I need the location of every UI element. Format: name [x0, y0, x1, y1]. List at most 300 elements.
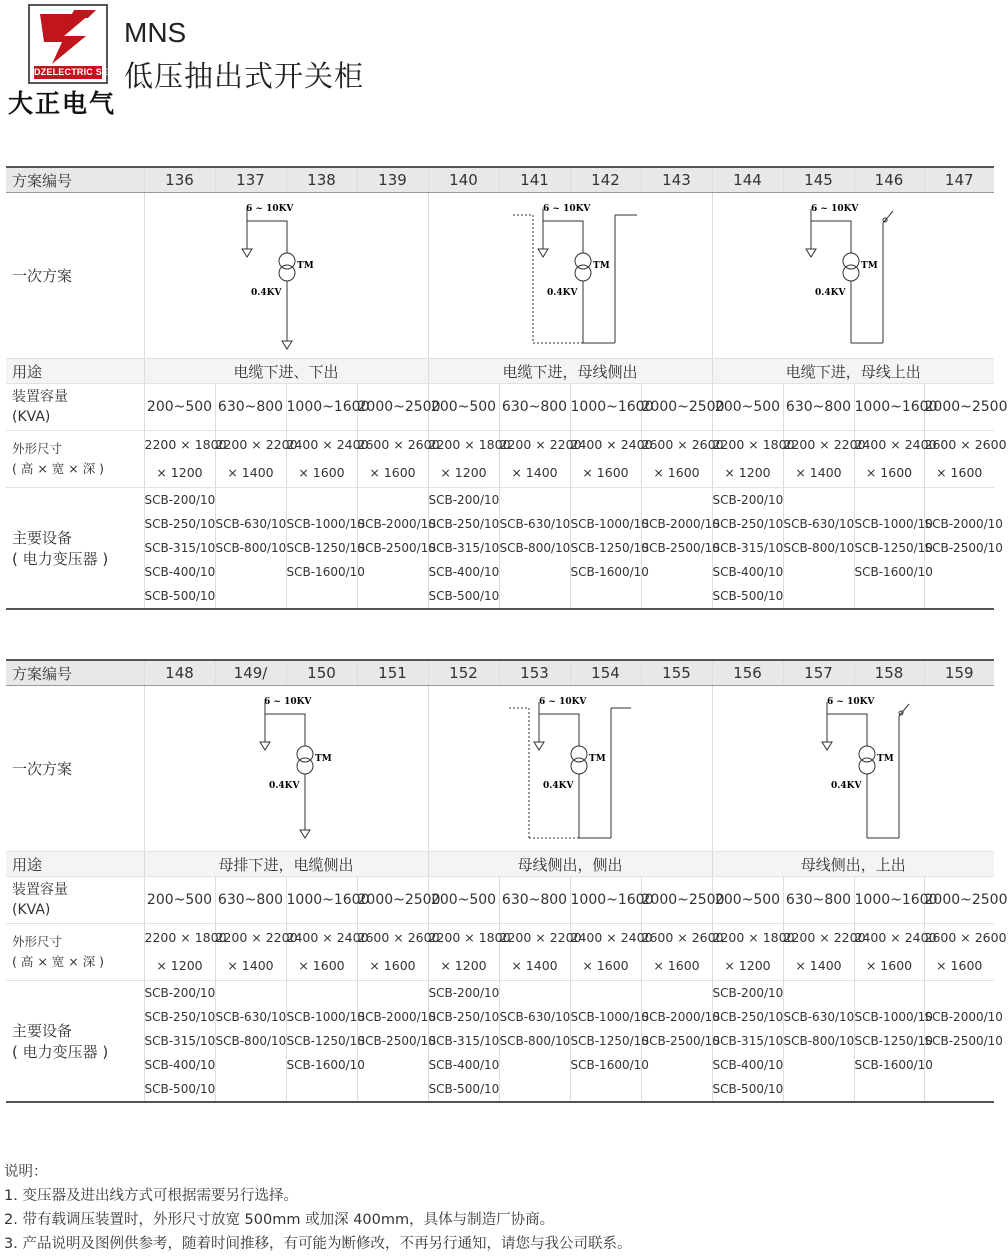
- dimension-depth: × 1400: [227, 465, 274, 480]
- transformer-label: TM: [860, 261, 878, 271]
- dimension-depth: × 1600: [369, 465, 416, 480]
- equipment-item: SCB-315/10: [144, 1034, 216, 1048]
- label-line: ( 电力变压器 ): [12, 550, 109, 568]
- voltage-low-label: 0.4KV: [250, 288, 281, 298]
- equipment-cell: [570, 981, 649, 1103]
- equipment-cell: [215, 488, 286, 610]
- equipment-item: SCB-630/10: [215, 1010, 287, 1024]
- scheme-number: 154: [570, 660, 641, 686]
- equipment-item: SCB-630/10: [499, 517, 571, 531]
- page-title-en: MNS: [124, 17, 187, 48]
- equipment-item: SCB-1250/10: [286, 541, 365, 555]
- equipment-item: SCB-250/10: [144, 517, 216, 531]
- dimension-depth: × 1600: [298, 465, 345, 480]
- label-line: (KVA): [12, 902, 51, 918]
- equipment-cell: [854, 981, 933, 1103]
- dimension-cell: [428, 924, 511, 981]
- label-line: (KVA): [12, 409, 51, 425]
- voltage-high-label: 6 ~ 10KV: [810, 204, 858, 214]
- equipment-item: SCB-400/10: [428, 1058, 500, 1072]
- equipment-item: SCB-200/10: [712, 493, 784, 507]
- dimension-cell: [215, 431, 298, 488]
- equipment-item: SCB-200/10: [428, 986, 500, 1000]
- scheme-number: 148: [144, 660, 215, 686]
- voltage-low-label: 0.4KV: [268, 781, 299, 791]
- equipment-cell: [144, 488, 215, 610]
- voltage-low-label: 0.4KV: [546, 288, 577, 298]
- equipment-item: SCB-800/10: [215, 1034, 287, 1048]
- label-line: ( 高 × 宽 × 深 ): [12, 461, 105, 476]
- equipment-item: [571, 488, 641, 512]
- equipment-cell: [783, 981, 854, 1103]
- dimension-hw: 2400 × 2400: [286, 437, 369, 452]
- equipment-item: SCB-500/10: [144, 589, 216, 603]
- page-title: 低压抽出式开关柜: [124, 59, 365, 93]
- dimension-cell: [641, 924, 724, 981]
- capacity-value: 630~800: [215, 384, 286, 431]
- equipment-item: SCB-200/10: [144, 493, 216, 507]
- note-item: 1. 变压器及进出线方式可根据需要另行选择。: [4, 1188, 298, 1204]
- dimension-hw: 2200 × 1800: [428, 930, 511, 945]
- equipment-item: [855, 488, 924, 512]
- equipment-item: SCB-1600/10: [286, 1058, 365, 1072]
- usage-row: [6, 852, 994, 877]
- note-item: 2. 带有载调压装置时，外形尺寸放宽 500mm 或加深 400mm，具体与制造厂协商。: [4, 1212, 555, 1228]
- usage-text: 母线侧出，上出: [712, 852, 994, 877]
- equipment-item: SCB-1000/10: [570, 1010, 649, 1024]
- diagram-busbar-in-cable-side: [144, 686, 428, 852]
- dimension-cell: [641, 431, 724, 488]
- row-label: 方案编号: [6, 660, 144, 686]
- equipment-item: SCB-630/10: [783, 1010, 855, 1024]
- dimension-depth: × 1600: [936, 465, 983, 480]
- capacity-value: 630~800: [499, 384, 570, 431]
- dimension-cell: [570, 924, 653, 981]
- dimension-hw: 2400 × 2400: [570, 930, 653, 945]
- row-label: [6, 924, 144, 981]
- equipment-item: SCB-400/10: [712, 565, 784, 579]
- equipment-item: [925, 488, 995, 512]
- equipment-item: SCB-315/10: [428, 541, 500, 555]
- dimension-cell: [924, 924, 1007, 981]
- dimension-depth: × 1200: [156, 958, 203, 973]
- dimension-depth: × 1600: [369, 958, 416, 973]
- scheme-number: 150: [286, 660, 357, 686]
- scheme-number: 138: [286, 167, 357, 193]
- equipment-item: [925, 981, 995, 1005]
- transformer-label: TM: [296, 261, 314, 271]
- equipment-cell: [286, 981, 365, 1103]
- logo-text: DZELECTRIC SET: [34, 67, 114, 77]
- scheme-number: 151: [357, 660, 428, 686]
- dimension-depth: × 1600: [865, 465, 913, 480]
- equipment-cell: [357, 488, 436, 610]
- dimension-hw: 2200 × 2200: [499, 930, 582, 945]
- scheme-number: 145: [783, 167, 854, 193]
- spec-table-2: [6, 659, 1008, 1103]
- dimension-depth: × 1200: [440, 465, 487, 480]
- capacity-value: 1000~1600: [286, 877, 357, 924]
- transformer-label: TM: [876, 754, 894, 764]
- dimension-depth: × 1400: [795, 958, 842, 973]
- dimension-cell: [854, 431, 937, 488]
- dimension-cell: [357, 431, 440, 488]
- dimension-hw: 2400 × 2400: [570, 437, 653, 452]
- equipment-item: SCB-2500/10: [357, 541, 436, 555]
- equipment-item: [500, 488, 570, 512]
- equipment-item: SCB-1600/10: [570, 565, 649, 579]
- capacity-row: [6, 384, 994, 431]
- equipment-cell: [641, 488, 720, 610]
- equipment-item: [642, 981, 712, 1005]
- diagram-cable-in-out: [144, 193, 428, 359]
- equipment-item: SCB-800/10: [215, 541, 287, 555]
- capacity-value: 630~800: [783, 384, 854, 431]
- scheme-number: 136: [144, 167, 215, 193]
- equipment-item: SCB-250/10: [428, 517, 500, 531]
- equipment-item: SCB-1600/10: [286, 565, 365, 579]
- dimension-hw: 2200 × 2200: [499, 437, 582, 452]
- row-label: 用途: [6, 852, 144, 877]
- dimension-depth: × 1600: [936, 958, 983, 973]
- equipment-item: SCB-2000/10: [641, 1010, 720, 1024]
- equipment-item: SCB-1600/10: [854, 565, 933, 579]
- dimension-cell: [570, 431, 653, 488]
- row-label: 一次方案: [6, 193, 144, 359]
- equipment-cell: [357, 981, 436, 1103]
- voltage-low-label: 0.4KV: [542, 781, 573, 791]
- dimension-cell: [144, 924, 227, 981]
- dimension-hw: 2600 × 2600: [357, 437, 440, 452]
- equipment-item: SCB-1000/10: [854, 1010, 933, 1024]
- row-label: [6, 431, 144, 488]
- row-label: [6, 488, 144, 610]
- equipment-item: SCB-630/10: [499, 1010, 571, 1024]
- usage-text: 电缆下进，母线侧出: [428, 359, 712, 384]
- scheme-number: 139: [357, 167, 428, 193]
- equipment-item: SCB-2000/10: [357, 517, 436, 531]
- notes-heading: 说明：: [4, 1164, 48, 1180]
- equipment-item: SCB-500/10: [428, 1082, 500, 1096]
- label-line: 主要设备: [12, 1022, 73, 1040]
- dimension-cell: [144, 431, 227, 488]
- equipment-item: SCB-2000/10: [924, 1010, 1003, 1024]
- equipment-item: SCB-2500/10: [357, 1034, 436, 1048]
- capacity-value: 2000~2500: [357, 384, 428, 431]
- equipment-item: SCB-250/10: [712, 517, 784, 531]
- capacity-value: 1000~1600: [854, 384, 924, 431]
- usage-text: 母排下进，电缆侧出: [144, 852, 428, 877]
- dimension-depth: × 1200: [156, 465, 203, 480]
- equipment-item: SCB-315/10: [428, 1034, 500, 1048]
- voltage-low-label: 0.4KV: [830, 781, 861, 791]
- equipment-item: SCB-1600/10: [570, 1058, 649, 1072]
- equipment-item: SCB-1250/10: [286, 1034, 365, 1048]
- row-label: 一次方案: [6, 686, 144, 852]
- spec-table-1: [6, 166, 1008, 610]
- equipment-cell: [215, 981, 286, 1103]
- equipment-cell: [428, 981, 499, 1103]
- dimension-depth: × 1600: [653, 958, 700, 973]
- row-label: [6, 981, 144, 1103]
- equipment-cell: [286, 488, 365, 610]
- label-line: 外形尺寸: [12, 934, 63, 949]
- dimension-row: [6, 431, 994, 488]
- scheme-number: 156: [712, 660, 783, 686]
- dimension-hw: 2600 × 2600: [641, 930, 724, 945]
- equipment-item: SCB-1250/10: [570, 541, 649, 555]
- dimension-cell: [783, 924, 866, 981]
- voltage-low-label: 0.4KV: [814, 288, 845, 298]
- diagram-bus-side-out: [428, 686, 712, 852]
- voltage-high-label: 6 ~ 10KV: [245, 204, 293, 214]
- equipment-cell: [854, 488, 933, 610]
- usage-text: 电缆下进、下出: [144, 359, 428, 384]
- equipment-cell: [712, 488, 783, 610]
- equipment-cell: [570, 488, 649, 610]
- notes-section: [4, 1160, 631, 1256]
- scheme-number-row: [6, 660, 994, 686]
- dimension-cell: [286, 924, 369, 981]
- transformer-label: TM: [592, 261, 610, 271]
- capacity-value: 2000~2500: [357, 877, 428, 924]
- voltage-high-label: 6 ~ 10KV: [538, 697, 586, 707]
- equipment-item: SCB-2500/10: [924, 541, 1003, 555]
- diagram-cable-in-bus-top: [712, 193, 994, 359]
- dimension-hw: 2400 × 2400: [854, 930, 937, 945]
- label-line: ( 电力变压器 ): [12, 1043, 109, 1061]
- scheme-number: 144: [712, 167, 783, 193]
- label-line: 主要设备: [12, 529, 73, 547]
- usage-text: 电缆下进，母线上出: [712, 359, 994, 384]
- dimension-cell: [924, 431, 1007, 488]
- capacity-value: 1000~1600: [570, 877, 641, 924]
- transformer-label: TM: [314, 754, 332, 764]
- equipment-item: SCB-400/10: [712, 1058, 784, 1072]
- dimension-hw: 2400 × 2400: [854, 437, 937, 452]
- transformer-label: TM: [588, 754, 606, 764]
- equipment-item: SCB-1250/10: [854, 1034, 933, 1048]
- dimension-depth: × 1200: [440, 958, 487, 973]
- dimension-cell: [357, 924, 440, 981]
- dimension-depth: × 1600: [582, 465, 629, 480]
- dimension-hw: 2600 × 2600: [924, 930, 1007, 945]
- dimension-hw: 2200 × 2200: [215, 930, 298, 945]
- equipment-item: [358, 981, 428, 1005]
- equipment-item: SCB-1000/10: [854, 517, 933, 531]
- capacity-row: [6, 877, 994, 924]
- company-logo: [28, 4, 114, 84]
- capacity-value: 1000~1600: [570, 384, 641, 431]
- capacity-value: 1000~1600: [286, 384, 357, 431]
- label-line: ( 高 × 宽 × 深 ): [12, 954, 105, 969]
- dimension-cell: [712, 431, 795, 488]
- dimension-hw: 2400 × 2400: [286, 930, 369, 945]
- dimension-hw: 2200 × 2200: [783, 930, 866, 945]
- dimension-hw: 2600 × 2600: [641, 437, 724, 452]
- equipment-item: [216, 488, 286, 512]
- scheme-number: 149/: [215, 660, 286, 686]
- equipment-item: SCB-1000/10: [570, 517, 649, 531]
- equipment-item: SCB-2500/10: [641, 1034, 720, 1048]
- voltage-high-label: 6 ~ 10KV: [542, 204, 590, 214]
- voltage-high-label: 6 ~ 10KV: [263, 697, 311, 707]
- scheme-number: 137: [215, 167, 286, 193]
- capacity-value: 630~800: [215, 877, 286, 924]
- dimension-depth: × 1200: [724, 958, 771, 973]
- capacity-value: 2000~2500: [924, 877, 994, 924]
- voltage-high-label: 6 ~ 10KV: [826, 697, 874, 707]
- equipment-cell: [924, 981, 1003, 1103]
- equipment-item: SCB-800/10: [783, 1034, 855, 1048]
- scheme-number: 158: [854, 660, 924, 686]
- scheme-number-row: [6, 167, 994, 193]
- equipment-cell: [712, 981, 783, 1103]
- capacity-value: 200~500: [428, 877, 499, 924]
- dimension-depth: × 1600: [582, 958, 629, 973]
- equipment-item: SCB-2500/10: [924, 1034, 1003, 1048]
- scheme-number: 152: [428, 660, 499, 686]
- diagram-cable-in-bus-side: [428, 193, 712, 359]
- capacity-value: 1000~1600: [854, 877, 924, 924]
- equipment-item: [784, 981, 854, 1005]
- scheme-number: 153: [499, 660, 570, 686]
- equipment-item: SCB-2000/10: [924, 517, 1003, 531]
- dimension-hw: 2600 × 2600: [357, 930, 440, 945]
- label-line: 外形尺寸: [12, 441, 63, 456]
- capacity-value: 200~500: [712, 384, 783, 431]
- equipment-item: SCB-2000/10: [641, 517, 720, 531]
- equipment-item: SCB-1600/10: [854, 1058, 933, 1072]
- equipment-cell: [428, 488, 499, 610]
- dimension-hw: 2200 × 1800: [428, 437, 511, 452]
- equipment-row: [6, 981, 994, 1103]
- dimension-row: [6, 924, 994, 981]
- dimension-cell: [215, 924, 298, 981]
- equipment-item: [855, 981, 924, 1005]
- equipment-item: SCB-500/10: [712, 589, 784, 603]
- equipment-item: SCB-630/10: [783, 517, 855, 531]
- scheme-number: 146: [854, 167, 924, 193]
- dimension-cell: [499, 924, 582, 981]
- capacity-value: 630~800: [499, 877, 570, 924]
- equipment-cell: [783, 488, 854, 610]
- dimension-hw: 2200 × 1800: [144, 930, 227, 945]
- scheme-number: 142: [570, 167, 641, 193]
- equipment-item: SCB-250/10: [428, 1010, 500, 1024]
- dimension-hw: 2200 × 1800: [712, 930, 795, 945]
- dimension-hw: 2200 × 2200: [783, 437, 866, 452]
- equipment-item: SCB-400/10: [428, 565, 500, 579]
- usage-row: [6, 359, 994, 384]
- equipment-item: SCB-200/10: [428, 493, 500, 507]
- equipment-item: SCB-800/10: [783, 541, 855, 555]
- row-label: 方案编号: [6, 167, 144, 193]
- scheme-number: 159: [924, 660, 994, 686]
- equipment-item: [642, 488, 712, 512]
- equipment-item: SCB-500/10: [144, 1082, 216, 1096]
- equipment-cell: [924, 488, 1003, 610]
- dimension-depth: × 1400: [227, 958, 274, 973]
- capacity-value: 630~800: [783, 877, 854, 924]
- scheme-number: 140: [428, 167, 499, 193]
- capacity-value: 200~500: [144, 384, 215, 431]
- equipment-item: SCB-315/10: [712, 541, 784, 555]
- equipment-cell: [641, 981, 720, 1103]
- equipment-item: SCB-1000/10: [286, 1010, 365, 1024]
- equipment-item: SCB-200/10: [144, 986, 216, 1000]
- row-label: [6, 877, 144, 924]
- dimension-cell: [286, 431, 369, 488]
- dimension-depth: × 1600: [653, 465, 700, 480]
- dimension-cell: [712, 924, 795, 981]
- lightning-bolt-icon: [30, 6, 106, 66]
- scheme-number: 147: [924, 167, 994, 193]
- dimension-cell: [499, 431, 582, 488]
- equipment-item: SCB-1250/10: [854, 541, 933, 555]
- scheme-number: 155: [641, 660, 712, 686]
- equipment-cell: [499, 488, 570, 610]
- brand-name: 大正电气: [8, 89, 117, 118]
- equipment-item: SCB-400/10: [144, 1058, 216, 1072]
- equipment-item: [500, 981, 570, 1005]
- equipment-item: [784, 488, 854, 512]
- equipment-cell: [144, 981, 215, 1103]
- equipment-item: SCB-800/10: [499, 1034, 571, 1048]
- diagram-bus-side-top-out: [712, 686, 994, 852]
- primary-scheme-row: [6, 193, 994, 359]
- note-item: 3. 产品说明及图例供参考，随着时间推移，有可能为断修改，不再另行通知，请您与我公司联系。: [4, 1236, 632, 1252]
- dimension-depth: × 1400: [795, 465, 842, 480]
- capacity-value: 2000~2500: [924, 384, 994, 431]
- dimension-depth: × 1400: [511, 465, 558, 480]
- label-line: 装置容量: [12, 389, 68, 405]
- dimension-cell: [854, 924, 937, 981]
- equipment-item: SCB-2500/10: [641, 541, 720, 555]
- dimension-depth: × 1400: [511, 958, 558, 973]
- equipment-item: SCB-250/10: [144, 1010, 216, 1024]
- equipment-item: SCB-200/10: [712, 986, 784, 1000]
- dimension-hw: 2200 × 2200: [215, 437, 298, 452]
- row-label: 用途: [6, 359, 144, 384]
- row-label: [6, 384, 144, 431]
- usage-text: 母线侧出，侧出: [428, 852, 712, 877]
- equipment-row: [6, 488, 994, 610]
- capacity-value: 2000~2500: [641, 877, 712, 924]
- scheme-number: 143: [641, 167, 712, 193]
- equipment-item: SCB-800/10: [499, 541, 571, 555]
- equipment-item: [571, 981, 641, 1005]
- equipment-item: SCB-2000/10: [357, 1010, 436, 1024]
- dimension-depth: × 1200: [724, 465, 771, 480]
- capacity-value: 200~500: [428, 384, 499, 431]
- equipment-item: SCB-500/10: [428, 589, 500, 603]
- capacity-value: 2000~2500: [641, 384, 712, 431]
- equipment-item: SCB-315/10: [144, 541, 216, 555]
- dimension-hw: 2600 × 2600: [924, 437, 1007, 452]
- primary-scheme-row: [6, 686, 994, 852]
- equipment-item: SCB-1000/10: [286, 517, 365, 531]
- equipment-item: [216, 981, 286, 1005]
- equipment-item: SCB-1250/10: [570, 1034, 649, 1048]
- dimension-depth: × 1600: [298, 958, 345, 973]
- dimension-cell: [428, 431, 511, 488]
- scheme-number: 141: [499, 167, 570, 193]
- equipment-item: [287, 981, 357, 1005]
- dimension-hw: 2200 × 1800: [144, 437, 227, 452]
- equipment-item: SCB-400/10: [144, 565, 216, 579]
- capacity-value: 200~500: [712, 877, 783, 924]
